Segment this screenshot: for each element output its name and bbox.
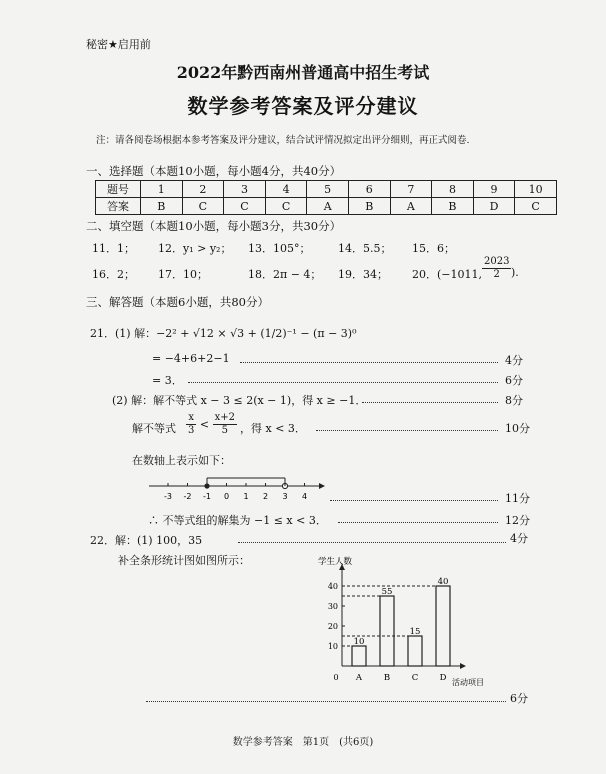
leader-dots [146, 701, 506, 702]
fill-answer: 14．5.5； [338, 242, 392, 255]
category-label: B [383, 673, 391, 683]
bar-B [380, 596, 394, 666]
bar-A [352, 646, 366, 666]
exam-title: 2022年黔西南州普通高中招生考试 [176, 63, 430, 82]
score-label: 4分 [505, 354, 523, 367]
answer-cell: A [390, 198, 432, 215]
bar-value-label: 15 [409, 627, 421, 637]
answer-cell: B [348, 198, 390, 215]
question-number: 8 [432, 181, 474, 198]
answer-cell: C [265, 198, 307, 215]
fraction-tail: ). [511, 266, 519, 279]
y-axis-label: 学生人数 [318, 557, 353, 567]
score-label: 10分 [505, 422, 530, 435]
leader-dots [188, 382, 498, 383]
fill-answer: 15．6； [412, 242, 455, 255]
fraction-2023-2 [482, 256, 511, 281]
origin-label: 0 [333, 673, 339, 682]
fraction-numerator: 2023 [484, 256, 510, 267]
bar-C [408, 636, 422, 666]
leader-dots [330, 500, 498, 501]
bar-D [436, 586, 450, 666]
q21-ineq2-suffix: ，得 x < 3． [240, 422, 306, 435]
leader-dots [338, 522, 498, 523]
question-number: 5 [307, 181, 349, 198]
fill-answer: 16．2； [92, 268, 135, 281]
bar-value-label: 10 [353, 637, 365, 647]
score-label: 11分 [505, 492, 530, 505]
axis-tick-label: 1 [243, 492, 249, 501]
question-number: 3 [224, 181, 266, 198]
category-label: A [355, 673, 363, 683]
score-label: 12分 [505, 514, 530, 527]
q21-part2: (2) 解：解不等式 x − 3 ≤ 2(x − 1)，得 x ≥ −1． [112, 394, 367, 407]
question-number: 7 [390, 181, 432, 198]
axis-tick-label: 2 [262, 492, 269, 501]
fill-answer: 20．(−1011, [412, 268, 482, 281]
secret-label: 秘密★启用前 [86, 38, 151, 51]
table-row [96, 198, 557, 215]
row-label-number: 题号 [96, 181, 141, 198]
page-title: 数学参考答案及评分建议 [187, 94, 419, 118]
q22-part1: 22．解：(1) 100，35 [90, 534, 203, 547]
number-line [145, 470, 325, 502]
fill-answer: 13．105°； [248, 242, 311, 255]
answer-cell: D [473, 198, 515, 215]
fill-answer: 11．1； [92, 242, 135, 255]
grading-note: 注：请各阅卷场根据本参考答案及评分建议，结合试评情况拟定出评分细则，再正式阅卷. [96, 135, 470, 146]
fraction-denominator: 2 [493, 269, 500, 280]
x-axis-label: 活动项目 [452, 678, 484, 687]
fill-answer: 18．2π − 4； [248, 268, 322, 281]
y-tick-label: 40 [327, 582, 338, 591]
question-number: 2 [182, 181, 224, 198]
axis-tick-label: 4 [301, 492, 308, 501]
axis-tick-label: 3 [282, 492, 288, 501]
q21-ineq2-prefix: 解不等式 [132, 422, 176, 435]
row-label-answer: 答案 [96, 198, 141, 215]
q21-ineq2-expression: $\frac{x}{3}$ < $\frac{x+2}{5}$ [188, 412, 235, 436]
axis-arrow-icon [319, 483, 325, 489]
axis-tick-label: -3 [164, 492, 172, 501]
q21-step1: = −4+6+2−1 [152, 352, 230, 365]
axis-tick-label: -2 [183, 492, 192, 501]
axis-tick-label: -1 [203, 492, 211, 501]
answer-cell: B [432, 198, 474, 215]
bar-chart [300, 552, 510, 688]
section3-heading: 三、解答题（本题6小题，共80分） [86, 295, 269, 309]
answer-cell: C [182, 198, 224, 215]
score-label: 6分 [505, 374, 523, 387]
answer-cell: B [141, 198, 183, 215]
section1-heading: 一、选择题（本题10小题，每小题4分，共40分） [86, 164, 342, 178]
question-number: 9 [473, 181, 515, 198]
fill-answer: 19．34； [338, 268, 388, 281]
section2-heading: 二、填空题（本题10小题，每小题3分，共30分） [86, 219, 342, 233]
q22-chart-text: 补全条形统计图如图所示： [118, 554, 250, 567]
y-tick-label: 30 [327, 602, 338, 611]
q21-part1: 21．(1) 解：−2² + √12 × √3 + (1/2)⁻¹ − (π − 3)⁰ [90, 327, 357, 340]
question-number: 1 [141, 181, 183, 198]
leader-dots [362, 402, 498, 403]
fill-answer: 12．y₁ > y₂； [158, 242, 232, 255]
table-row [96, 181, 557, 198]
answer-cell: C [224, 198, 266, 215]
bar-value-label: 55 [381, 587, 393, 597]
q21-axis-text: 在数轴上表示如下： [132, 454, 231, 467]
fill-answer: 17．10； [158, 268, 208, 281]
score-label: 8分 [505, 394, 523, 407]
question-number: 10 [515, 181, 557, 198]
leader-dots [238, 542, 506, 543]
answer-cell: A [307, 198, 349, 215]
score-label: 4分 [510, 532, 528, 545]
category-label: C [411, 673, 419, 683]
leader-dots [316, 430, 498, 431]
page-footer: 数学参考答案 第1页 (共6页) [232, 737, 374, 748]
question-number: 4 [265, 181, 307, 198]
question-number: 6 [348, 181, 390, 198]
y-tick-label: 20 [327, 622, 338, 631]
bar-value-label: 40 [437, 577, 449, 587]
y-tick-label: 10 [327, 642, 338, 651]
axis-tick-label: 0 [223, 492, 230, 501]
answer-table [95, 180, 557, 215]
answer-cell: C [515, 198, 557, 215]
category-label: D [439, 673, 447, 683]
q21-step2: = 3． [152, 374, 183, 387]
score-label: 6分 [510, 692, 528, 705]
q21-conclusion: ∴ 不等式组的解集为 −1 ≤ x < 3． [148, 514, 327, 527]
leader-dots [240, 362, 498, 363]
x-axis-arrow-icon [460, 663, 466, 669]
